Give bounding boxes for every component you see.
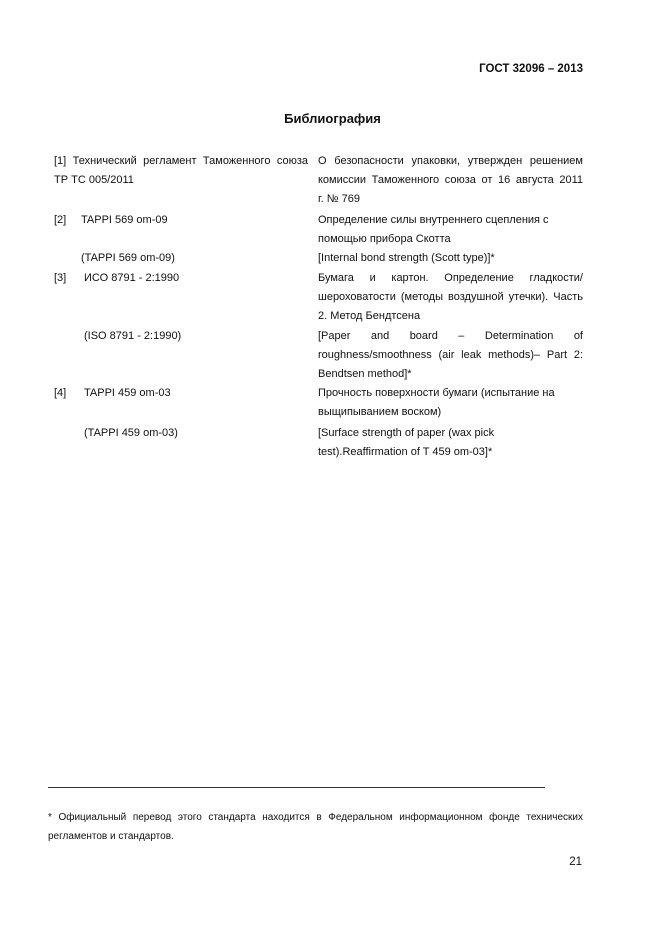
page-title: Библиография <box>284 111 381 126</box>
entry-3-right-line-1: Бумага и картон. Определение гладкости/ <box>318 272 583 284</box>
entry-4-code: TAPPI 459 om-03 <box>84 387 171 399</box>
entry-3-alt-line-2: roughness/smoothness (air leak methods)– Part 2: <box>318 349 583 361</box>
document-code: ГОСТ 32096 – 2013 <box>479 63 583 75</box>
entry-3-number: [3] <box>54 272 67 284</box>
footnote-line-2: регламентов и стандартов. <box>48 831 174 842</box>
entry-2-number: [2] <box>54 214 67 226</box>
entry-3-right-line-2: шероховатости (методы воздушной утечки). Часть <box>318 291 583 303</box>
entry-1-right-line-2: комиссии Таможенного союза от 16 августа 2011 <box>318 174 583 186</box>
entry-1-right-line-1: О безопасности упаковки, утвержден решением <box>318 155 583 167</box>
entry-3-code: ИСО 8791 - 2:1990 <box>84 272 180 284</box>
entry-1-left-line-1: [1] Технический регламент Таможенного союза <box>54 155 308 167</box>
entry-3-alt-line-3: Bendtsen method]* <box>318 368 412 380</box>
footnote-line-1: * Официальный перевод этого стандарта находится в Федеральном информационном фонде технических <box>48 812 583 823</box>
page-number: 21 <box>569 856 582 868</box>
entry-2-right-line-2: помощью прибора Скотта <box>318 233 451 245</box>
entry-4-alt-code: (TAPPI 459 om-03) <box>84 427 178 439</box>
footnote-divider <box>48 787 545 788</box>
entry-3-right-line-3: 2. Метод Бендтсена <box>318 310 421 322</box>
entry-2-alt-code: (TAPPI 569 om-09) <box>81 252 175 264</box>
entry-4-number: [4] <box>54 387 67 399</box>
entry-2-code: TAPPI 569 om-09 <box>81 214 168 226</box>
entry-4-alt-line-1: [Surface strength of paper (wax pick <box>318 427 495 439</box>
entry-1-right-line-3: г. № 769 <box>318 193 360 205</box>
entry-4-right-line-1: Прочность поверхности бумаги (испытание на <box>318 387 555 399</box>
entry-1-left-line-2: ТР ТС 005/2011 <box>54 174 134 186</box>
entry-4-right-line-2: выщипыванием воском) <box>318 406 442 418</box>
entry-2-alt-title: [Internal bond strength (Scott type)]* <box>318 252 495 264</box>
footnote <box>48 808 583 846</box>
entry-3-alt-line-1: [Paper and board – Determination of <box>318 330 583 342</box>
entry-4-alt-line-2: test).Reaffirmation of T 459 om-03]* <box>318 446 493 458</box>
entry-3-alt-code: (ISO 8791 - 2:1990) <box>84 330 182 342</box>
entry-2-right-line-1: Определение силы внутреннего сцепления с <box>318 214 549 226</box>
